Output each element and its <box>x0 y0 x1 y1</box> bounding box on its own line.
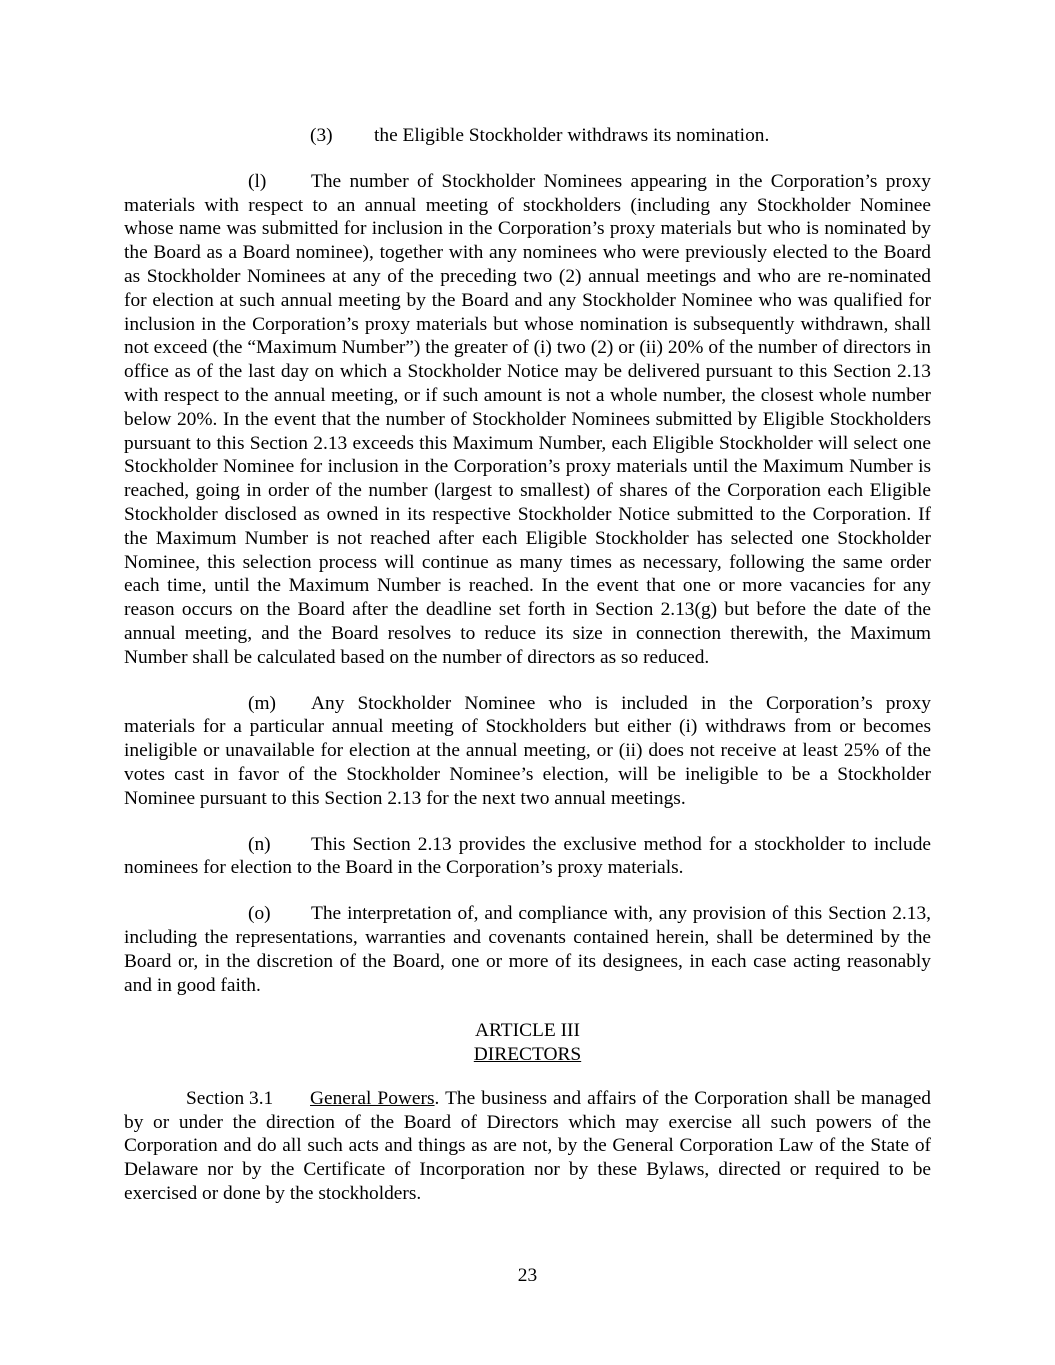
paragraph-n-text: This Section 2.13 provides the exclusive method for a stockholder to include nominees for election to the Board in the Corporation’s proxy materials. <box>124 833 931 879</box>
paragraph-o-number: (o) <box>248 903 271 925</box>
article-heading <box>124 1019 931 1067</box>
section-3-1-number: Section 3.1 <box>186 1087 274 1109</box>
section-3-1-title: General Powers <box>310 1087 435 1109</box>
paragraph-l-number: (l) <box>248 170 267 192</box>
article-number: ARTICLE III <box>475 1020 580 1042</box>
section-3-1-text: The business and affairs of the Corporation shall be managed by or under the direction of the Board of Directors which may exercise all such powers of the Corporation and do all such acts and things as are not, by the General Corporation Law of the State of Delaware nor by the Certificate of Incorporation nor by these Bylaws, directed or required to be exercised or done by the stockholders. <box>124 1087 931 1205</box>
section-3-1 <box>124 1087 931 1206</box>
paragraph-m-text: Any Stockholder Nominee who is included in the Corporation’s proxy materials for a particular annual meeting of Stockholders but either (i) withdraws from or becomes ineligible or unavailable for election at the annual meeting, or (ii) does not receive at least 25% of the votes cast in favor of the Stockholder Nominee’s election, will be ineligible to be a Stockholder Nominee pursuant to this Section 2.13 for the next two annual meetings. <box>124 692 931 809</box>
item-3-number: (3) <box>310 125 333 146</box>
paragraph-m-number: (m) <box>248 692 276 714</box>
page-number: 23 <box>517 1265 538 1286</box>
section-3-1-title-punct: . <box>434 1087 440 1109</box>
item-3 <box>310 124 931 148</box>
paragraph-l <box>124 170 931 670</box>
paragraph-o-text: The interpretation of, and compliance with, any provision of this Section 2.13, including the representations, warranties and covenants contained herein, shall be determined by the Board or, in the discretion of the Board, one or more of its designees, in each case acting reasonably and in good faith. <box>124 903 931 996</box>
paragraph-l-text: The number of Stockholder Nominees appearing in the Corporation’s proxy materials with respect to an annual meeting of stockholders (including any Stockholder Nominee whose name was submitted for inclusion in the Corporation’s proxy materials but who is nominated by the Board as a Board nominee), together with any nominees who were previously elected to the Board as Stockholder Nominees at any of the preceding two (2) annual meetings and who are re-nominated for election at such annual meeting by the Board and any Stockholder Nominee who was qualified for inclusion in the Corporation’s proxy materials but whose nomination is subsequently withdrawn, shall not exceed (the “Maximum Number”) the greater of (i) two (2) or (ii) 20% of the number of directors in office as of the last day on which a Stockholder Notice may be delivered pursuant to this Section 2.13 with respect to the annual meeting, or if such amount is not a whole number, the closest whole number below 20%. In the event that the number of Stockholder Nominees submitted by Eligible Stockholders pursuant to this Section 2.13 exceeds this Maximum Number, each Eligible Stockholder will select one Stockholder Nominee for inclusion in the Corporation’s proxy materials until the Maximum Number is reached, going in order of the number (largest to smallest) of shares of the Corporation each Eligible Stockholder disclosed as owned in its respective Stockholder Notice submitted to the Corporation. If the Maximum Number is not reached after each Eligible Stockholder has selected one Stockholder Nominee, this selection process will continue as many times as necessary, following the same order each time, until the Maximum Number is reached. In the event that one or more vacancies for any reason occurs on the Board after the deadline set forth in Section 2.13(g) but before the date of the annual meeting, and the Board resolves to reduce its size in connection therewith, the Maximum Number shall be calculated based on the number of directors as so reduced. <box>124 170 931 668</box>
paragraph-m <box>124 692 931 811</box>
paragraph-n <box>124 833 931 881</box>
document-page <box>124 124 931 1206</box>
item-3-text: the Eligible Stockholder withdraws its nomination. <box>374 125 770 146</box>
paragraph-o <box>124 902 931 997</box>
article-title: DIRECTORS <box>473 1044 582 1066</box>
paragraph-n-number: (n) <box>248 833 271 855</box>
